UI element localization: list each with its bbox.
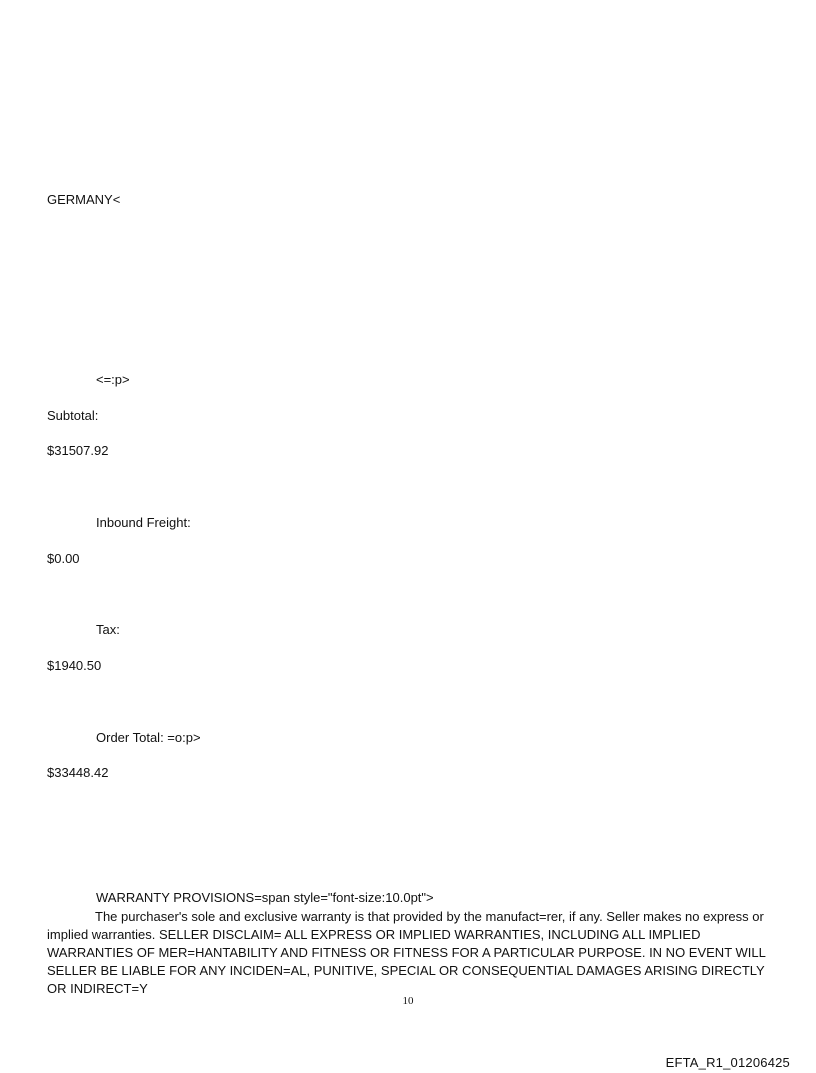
tax-label: Tax:: [96, 622, 120, 637]
inbound-freight-value: $0.00: [47, 551, 80, 566]
subtotal-value: $31507.92: [47, 443, 109, 458]
markup-artifact-line: <=:p>: [96, 372, 130, 387]
order-total-label: Order Total: =o:p>: [96, 730, 201, 745]
warranty-body-text: The purchaser's sole and exclusive warranty is that provided by the manufact=rer, if any. Seller makes no express or implied warranties. SELLER DISCLAIM= ALL EXPRESS OR IMPLIED WARRANTIES, INCLUDING ALL IMPLIED WARRANTIES OF MER=HANTABILITY AND FITNESS OR FITNESS FOR A PARTICULAR PURPOSE. IN NO EVENT WILL SELLER BE LIABLE FOR ANY INCIDEN=AL, PUNITIVE, SPECIAL OR CONSEQUENTIAL DAMAGES ARISING DIRECTLY OR INDIRECT=Y: [47, 909, 766, 996]
warranty-heading: WARRANTY PROVISIONS=span style="font-size:10.0pt">: [96, 890, 434, 905]
subtotal-label: Subtotal:: [47, 408, 99, 423]
inbound-freight-label: Inbound Freight:: [96, 515, 191, 530]
page-number: 10: [402, 995, 414, 1007]
warranty-paragraph: [47, 908, 769, 998]
country-line: GERMANY<: [47, 192, 121, 207]
tax-value: $1940.50: [47, 658, 102, 673]
bates-number: EFTA_R1_01206425: [665, 1055, 790, 1070]
order-total-value: $33448.42: [47, 765, 109, 780]
